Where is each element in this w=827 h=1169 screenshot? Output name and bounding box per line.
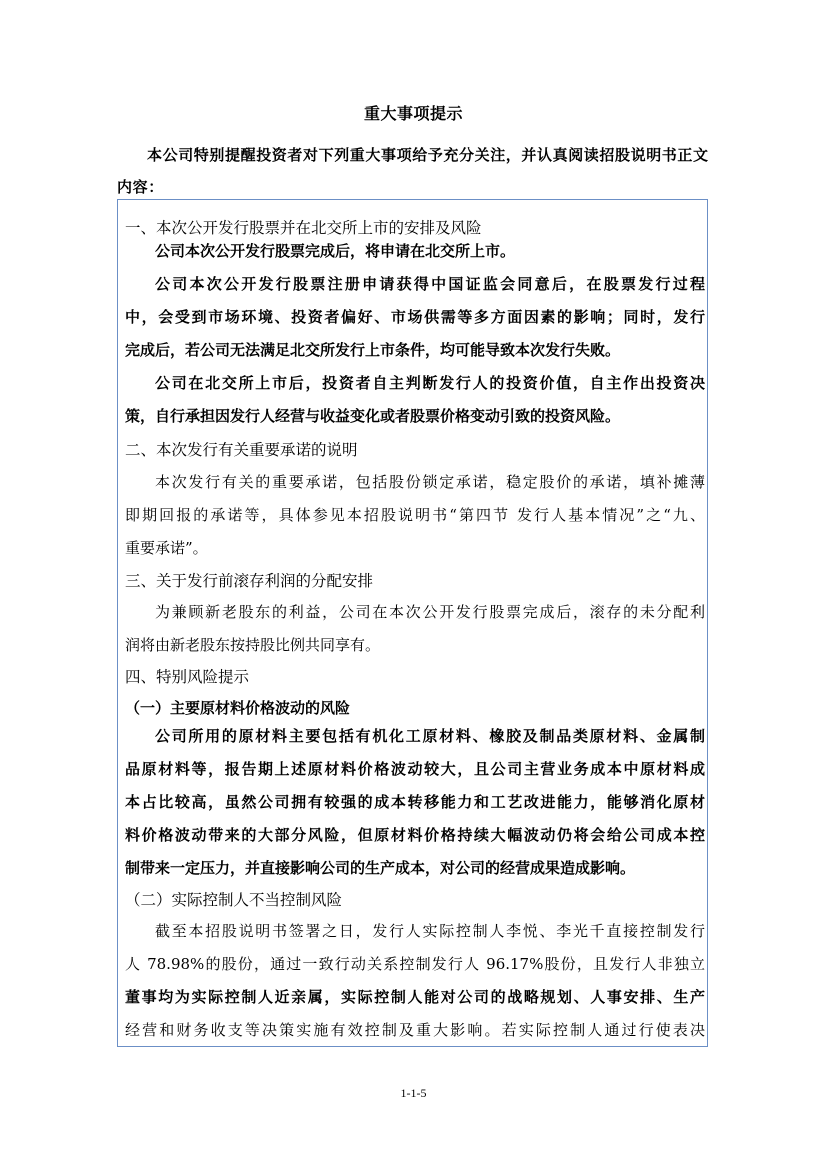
paragraph-line: 截至本招股说明书签署之日，发行人实际控制人李悦、李光千直接控制发行 xyxy=(155,922,705,940)
intro-paragraph: 本公司特别提醒投资者对下列重大事项给予充分关注，并认真阅读招股说明书正文内容： xyxy=(117,146,709,196)
paragraph-line: 本占比较高，虽然公司拥有较强的成本转移能力和工艺改进能力，能够消化原材 xyxy=(125,793,705,811)
paragraph-line: 本次发行有关的重要承诺，包括股份锁定承诺，稳定股价的承诺，填补摊薄 xyxy=(155,473,705,491)
paragraph-line: 公司本次公开发行股票完成后，将申请在北交所上市。 xyxy=(155,242,516,260)
paragraph-line: 料价格波动带来的大部分风险，但原材料价格持续大幅波动仍将会给公司成本控 xyxy=(125,826,705,844)
paragraph-line: 即期回报的承诺等，具体参见本招股说明书“第四节 发行人基本情况”之“九、 xyxy=(125,506,705,524)
subsection-heading-2: （二）实际控制人不当控制风险 xyxy=(125,891,343,909)
section-heading-2: 二、本次发行有关重要承诺的说明 xyxy=(125,441,358,459)
paragraph-line: 经营和财务收支等决策实施有效控制及重大影响。若实际控制人通过行使表决 xyxy=(125,1021,705,1039)
paragraph-line: 策，自行承担因发行人经营与收益变化或者股票价格变动引致的投资风险。 xyxy=(125,407,621,425)
paragraph-line: 品原材料等，报告期上述原材料价格波动较大，且公司主营业务成本中原材料成 xyxy=(125,760,705,778)
paragraph-line: 制带来一定压力，并直接影响公司的生产成本，对公司的经营成果造成影响。 xyxy=(125,859,636,877)
section-heading-3: 三、关于发行前滚存利润的分配安排 xyxy=(125,572,374,590)
paragraph-line: 完成后，若公司无法满足北交所发行上市条件，均可能导致本次发行失败。 xyxy=(125,341,621,359)
paragraph-line: 润将由新老股东按持股比例共同享有。 xyxy=(125,636,381,654)
section-heading-1: 一、本次公开发行股票并在北交所上市的安排及风险 xyxy=(125,219,482,237)
paragraph-line: 人 78.98%的股份，通过一致行动关系控制发行人 96.17%股份，且发行人非独立 xyxy=(125,955,705,973)
page-number: 1-1-5 xyxy=(400,1086,427,1100)
paragraph-line: 重要承诺”。 xyxy=(125,539,208,557)
page-title: 重大事项提示 xyxy=(363,104,463,123)
paragraph-line: 公司在北交所上市后，投资者自主判断发行人的投资价值，自主作出投资决 xyxy=(155,374,705,392)
paragraph-line: 为兼顾新老股东的利益，公司在本次公开发行股票完成后，滚存的未分配利 xyxy=(155,603,705,621)
section-heading-4: 四、特别风险提示 xyxy=(125,668,250,686)
subsection-heading-1: （一）主要原材料价格波动的风险 xyxy=(125,699,351,717)
paragraph-line: 公司本次公开发行股票注册申请获得中国证监会同意后，在股票发行过程 xyxy=(155,275,705,293)
paragraph-line: 董事均为实际控制人近亲属，实际控制人能对公司的战略规划、人事安排、生产 xyxy=(125,988,705,1006)
paragraph-line: 公司所用的原材料主要包括有机化工原材料、橡胶及制品类原材料、金属制 xyxy=(155,727,705,745)
paragraph-line: 中，会受到市场环境、投资者偏好、市场供需等多方面因素的影响；同时，发行 xyxy=(125,308,705,326)
